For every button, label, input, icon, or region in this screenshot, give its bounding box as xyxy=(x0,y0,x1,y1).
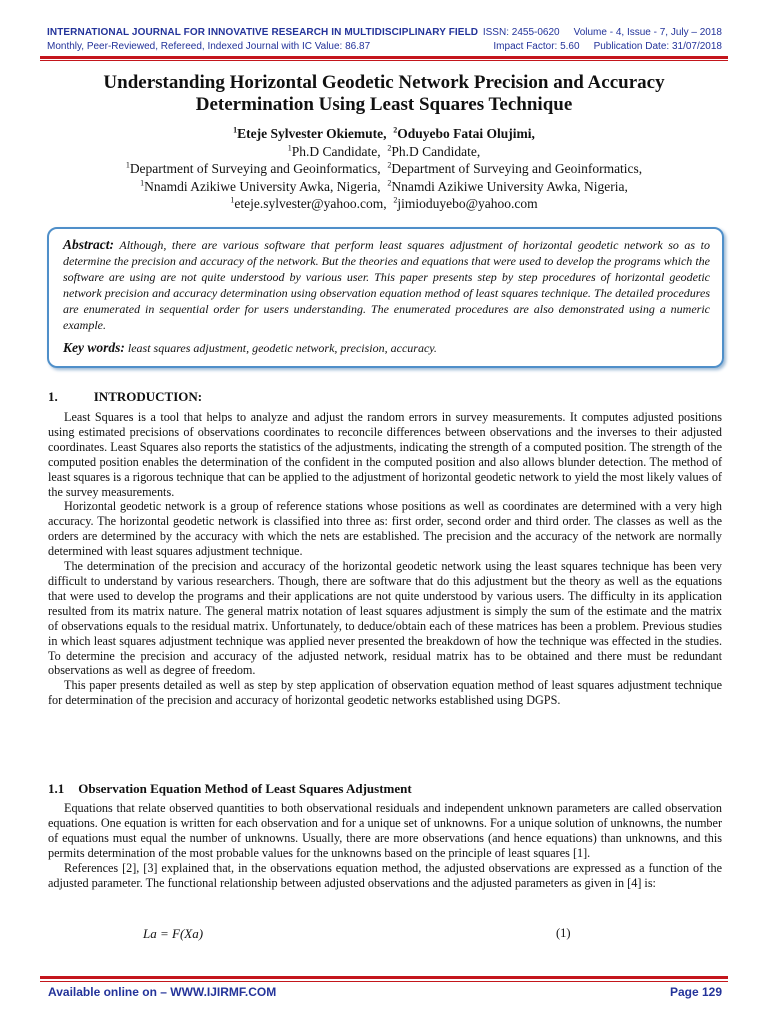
publication-date: Publication Date: 31/07/2018 xyxy=(593,41,722,52)
section-1-1-body xyxy=(48,801,722,890)
paragraph: Least Squares is a tool that helps to analyze and adjust the random errors in survey measurements. It computes adjusted positions using estimated precisions of observations coordinates to reconcile differences between observations and the inverses to their adjusted coordinates. Least Squares also reports the statistics of the adjustments, indicating the strength of a computed position. The strength of the computed position enables the determination of the confident in the computed position and also allows blunder detection. The method of least squares is a rigorous technique that can be applied to the adjustment of horizontal geodetic network to yield the most likely values of the survey measurements. xyxy=(48,410,722,499)
author-block: $^1$Eteje Sylvester Okiemute, $^2$Oduyebo Fatai Olujimi, $^1$Ph.D Candidate, $^2$Ph.D Candidate, $^1$Department of Surveying and Geoinformatics, $^2$Department of Surveying and Geoinformatics, $^1$Nnamdi Azikiwe University Awka, Nigeria, $^2$Nnamdi Azikiwe University Awka, Nigeria, $^1$eteje.sylvester@yahoo.com, $^2$jimioduyebo@yahoo.com xyxy=(125,125,643,211)
paragraph: References [2], [3] explained that, in the observations equation method, the adjusted observations are expressed as a function of the adjusted parameter. The functional relationship between adjusted observations and the adjusted parameters as given in [4] is: xyxy=(48,860,722,890)
paper-title: Understanding Horizontal Geodetic Network Precision and Accuracy Determination Using Least Squares Technique xyxy=(103,72,665,115)
footer-rule-thin xyxy=(40,981,728,982)
footer-website[interactable]: Available online on – WWW.IJIRMF.COM xyxy=(48,985,277,999)
section-1-1-heading: 1.1 Observation Equation Method of Least Squares Adjustment xyxy=(48,781,412,796)
issn: ISSN: 2455-0620 xyxy=(482,27,560,38)
paragraph: This paper presents detailed as well as step by step application of observation equation method of least squares adjustment technique for determination of the precision and accuracy of horizontal geodetic networks established using DGPS. xyxy=(48,678,722,708)
email-1[interactable]: eteje.sylvester@yahoo.com, xyxy=(234,196,387,211)
abstract-box xyxy=(47,227,724,368)
journal-name: INTERNATIONAL JOURNAL FOR INNOVATIVE RESEARCH IN MULTIDISCIPLINARY FIELD xyxy=(47,27,479,38)
page-number: Page 129 xyxy=(669,985,722,999)
header-rule-thin xyxy=(40,60,728,61)
author-2: Oduyebo Fatai Olujimi, xyxy=(397,126,535,141)
paragraph: The determination of the precision and accuracy of the horizontal geodetic network using the least squares technique has been very difficult to understand by various researchers. Though, there are software that do this adjustment but the theory as well as the equations that were used to develop the programs and their applications are not quite understood by various users. The difficulty in its application resulted from its matrix nature. The general matrix notation of least squares adjustment is simply the sum of the estimate and the matrix of observations equals to the residual matrix. Unfortunately, to deduce/obtain each of these matrices has been a problem. Previous studies in which least squares adjustment technique was applied never presented the breakdown of how the technique was effected in the studies. To determine the precision and accuracy of the adjusted network, residual matrix has to be obtained and there must be redundant observations as well as degree of freedom. xyxy=(48,559,722,678)
equation-number: (1) xyxy=(556,926,571,940)
abstract-text: Although, there are various software that perform least squares adjustment of horizontal geodetic network so as to determine the precision and accuracy of the network. But the theories and equations that were used to develop the programs which the software are using are not quite understood by various user. This paper presents step by step procedures of horizontal geodetic network precision and accuracy determination using observation equation method of least squares technique. The detailed procedures are enumerated in sequential order for users understanding. The enumerated procedures are also demonstrated using a numeric example. xyxy=(63,238,710,332)
header-rule xyxy=(40,56,728,59)
keywords-text: least squares adjustment, geodetic network, precision, accuracy. xyxy=(127,341,437,355)
paragraph: Horizontal geodetic network is a group of reference stations whose positions as well as coordinates are determined with a very high accuracy. The horizontal geodetic network is classified into three as: first order, second order and third order. The classes as well as the orders are determined by the accuracy with which the nets are established. The precision and the accuracy of the network are normally determined with least squares adjustment technique. xyxy=(48,499,722,559)
page-footer xyxy=(48,985,722,999)
paragraph: Equations that relate observed quantities to both observational residuals and independent unknown parameters are called observation equations. One equation is written for each observation and for a unique set of unknowns. For a unique solution of unknowns, the number of equations must equal the number of unknowns. Usually, there are more observations (and hence equations) than unknowns, and this permits determination of the most probable values for the unknowns based on the principle of least squares [1]. xyxy=(48,801,722,860)
equation-1: La = F(Xa) xyxy=(143,926,204,941)
section-1-body xyxy=(48,410,722,708)
keywords-label: Key words: xyxy=(63,340,125,355)
impact-factor: Impact Factor: 5.60 xyxy=(493,41,580,52)
section-1-heading: 1. INTRODUCTION: xyxy=(48,389,203,404)
review-info: Monthly, Peer-Reviewed, Refereed, Indexed Journal with IC Value: 86.87 xyxy=(47,41,371,52)
journal-header xyxy=(47,26,722,54)
abstract-label: Abstract: xyxy=(63,237,115,252)
author-1: Eteje Sylvester Okiemute, xyxy=(237,126,387,141)
volume-issue: Volume - 4, Issue - 7, July – 2018 xyxy=(573,27,722,38)
footer-rule xyxy=(40,976,728,979)
email-2[interactable]: jimioduyebo@yahoo.com xyxy=(397,196,538,211)
